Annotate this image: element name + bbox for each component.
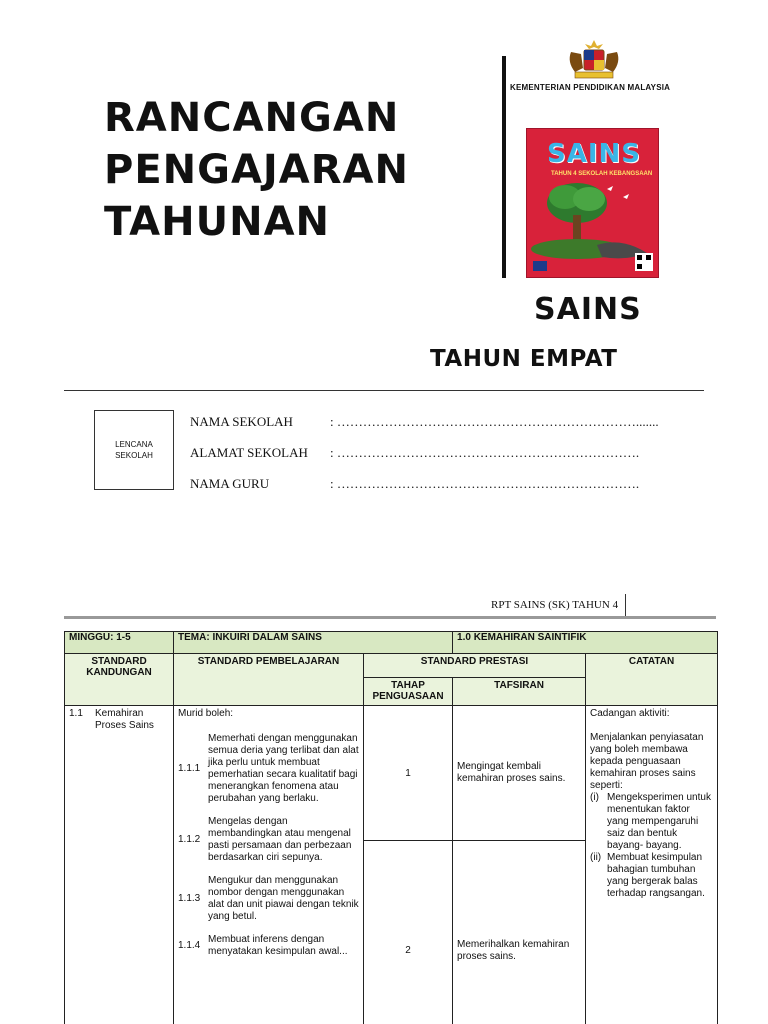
col-performance-standard: STANDARD PRESTASI <box>364 654 586 678</box>
col-interpretation: TAFSIRAN <box>453 678 586 706</box>
notes-intro: Cadangan aktiviti: <box>590 708 670 719</box>
learning-standard-item <box>178 875 359 923</box>
area-cell: 1.0 KEMAHIRAN SAINTIFIK <box>453 632 718 654</box>
year-label: TAHUN EMPAT <box>430 346 618 372</box>
teacher-name-row <box>190 476 639 492</box>
cover-title-line-1: RANCANGAN <box>104 95 400 141</box>
cover-title-line-2: PENGAJARAN <box>104 147 409 193</box>
content-standard-text: Kemahiran Proses Sains <box>95 708 154 731</box>
learning-standard-item <box>178 816 359 864</box>
cover-title <box>104 92 409 248</box>
page-header: RPT SAINS (SK) TAHUN 4 <box>491 599 619 611</box>
col-mastery-level: TAHAP PENGUASAAN <box>364 678 453 706</box>
learning-standard-item <box>178 934 359 958</box>
cover-title-line-3: TAHUNAN <box>104 199 331 245</box>
mastery-level-cell: 1 <box>364 706 453 841</box>
learning-standard-text: Memerhati dengan menggunakan semua deria yang terlibat dan alat jika perlu untuk membuat pemerhatian secara kualitatif bagi menerangkan fenomena atau perubahan yang berlaku. <box>208 733 359 804</box>
notes-item-text: Mengeksperimen untuk menentukan faktor yang mempengaruhi saiz dan bentuk bayang- bayang. <box>607 792 711 851</box>
learning-standard-cell <box>174 706 364 1024</box>
notes-list-item <box>590 852 713 900</box>
school-name-row <box>190 414 659 430</box>
teacher-name-label: NAMA GURU <box>190 476 270 491</box>
school-badge-box <box>94 410 174 490</box>
table-title-row <box>65 632 718 654</box>
rpt-table <box>64 631 718 1024</box>
notes-list-item <box>590 792 713 852</box>
learning-standard-text: Membuat inferens dengan menyatakan kesimpulan awal... <box>208 934 348 957</box>
coat-of-arms-icon <box>563 38 625 82</box>
learning-standard-text: Mengukur dan menggunakan nombor dengan menggunakan alat dan unit piawai dengan teknik yang betul. <box>208 875 359 922</box>
subject-label: SAINS <box>534 292 642 327</box>
notes-item-marker: (i) <box>590 792 599 803</box>
col-notes: CATATAN <box>586 654 718 706</box>
notes-item-text: Membuat kesimpulan bahagian tumbuhan yang bergerak balas terhadap rangsangan. <box>607 852 705 899</box>
content-standard-cell <box>65 706 174 1024</box>
book-subtitle: TAHUN 4 SEKOLAH KEBANGSAAN <box>551 171 653 177</box>
table-row <box>65 706 718 841</box>
learning-standard-intro: Murid boleh: <box>178 708 234 719</box>
mastery-level-cell: 2 <box>364 841 453 1024</box>
school-address-label: ALAMAT SEKOLAH <box>190 445 308 460</box>
content-standard-number: 1.1 <box>69 708 83 719</box>
col-learning-standard: STANDARD PEMBELAJARAN <box>174 654 364 706</box>
ministry-label: KEMENTERIAN PENDIDIKAN MALAYSIA <box>510 83 671 92</box>
teacher-name-field: : ……………………………………………………………. <box>330 476 640 491</box>
learning-standard-text: Mengelas dengan membandingkan atau mengenal pasti persamaan dan perbezaan berdasarkan ciri sepunya. <box>208 816 352 863</box>
theme-cell: TEMA: INKUIRI DALAM SAINS <box>174 632 453 654</box>
school-address-field: : ……………………………………………………………. <box>330 445 640 460</box>
header-rule <box>64 616 716 619</box>
school-address-row <box>190 445 639 461</box>
week-cell: MINGGU: 1-5 <box>65 632 174 654</box>
school-name-label: NAMA SEKOLAH <box>190 414 293 429</box>
interpretation-cell: Memerihalkan kemahiran proses sains. <box>453 841 586 1024</box>
textbook-cover-image <box>526 128 659 278</box>
cover-divider <box>502 56 506 278</box>
column-header-row <box>65 654 718 678</box>
learning-standard-code: 1.1.2 <box>178 834 201 845</box>
interpretation-cell: Mengingat kembali kemahiran proses sains. <box>453 706 586 841</box>
learning-standard-code: 1.1.1 <box>178 763 201 774</box>
notes-item-marker: (ii) <box>590 852 602 863</box>
header-bar <box>625 594 626 616</box>
tree-illustration-icon <box>527 175 659 278</box>
school-badge-label: LENCANA SEKOLAH <box>115 440 153 460</box>
learning-standard-code: 1.1.4 <box>178 940 201 951</box>
notes-paragraph: Menjalankan penyiasatan yang boleh membawa kepada penguasaan kemahiran proses sains seperti: <box>590 732 704 791</box>
learning-standard-item <box>178 733 359 805</box>
col-content-standard: STANDARD KANDUNGAN <box>65 654 174 706</box>
cover-rule <box>64 390 704 391</box>
school-name-field: : ……………………………………………………………....... <box>330 414 659 429</box>
book-title: SAINS <box>547 139 642 169</box>
notes-cell <box>586 706 718 1024</box>
learning-standard-code: 1.1.3 <box>178 893 201 904</box>
